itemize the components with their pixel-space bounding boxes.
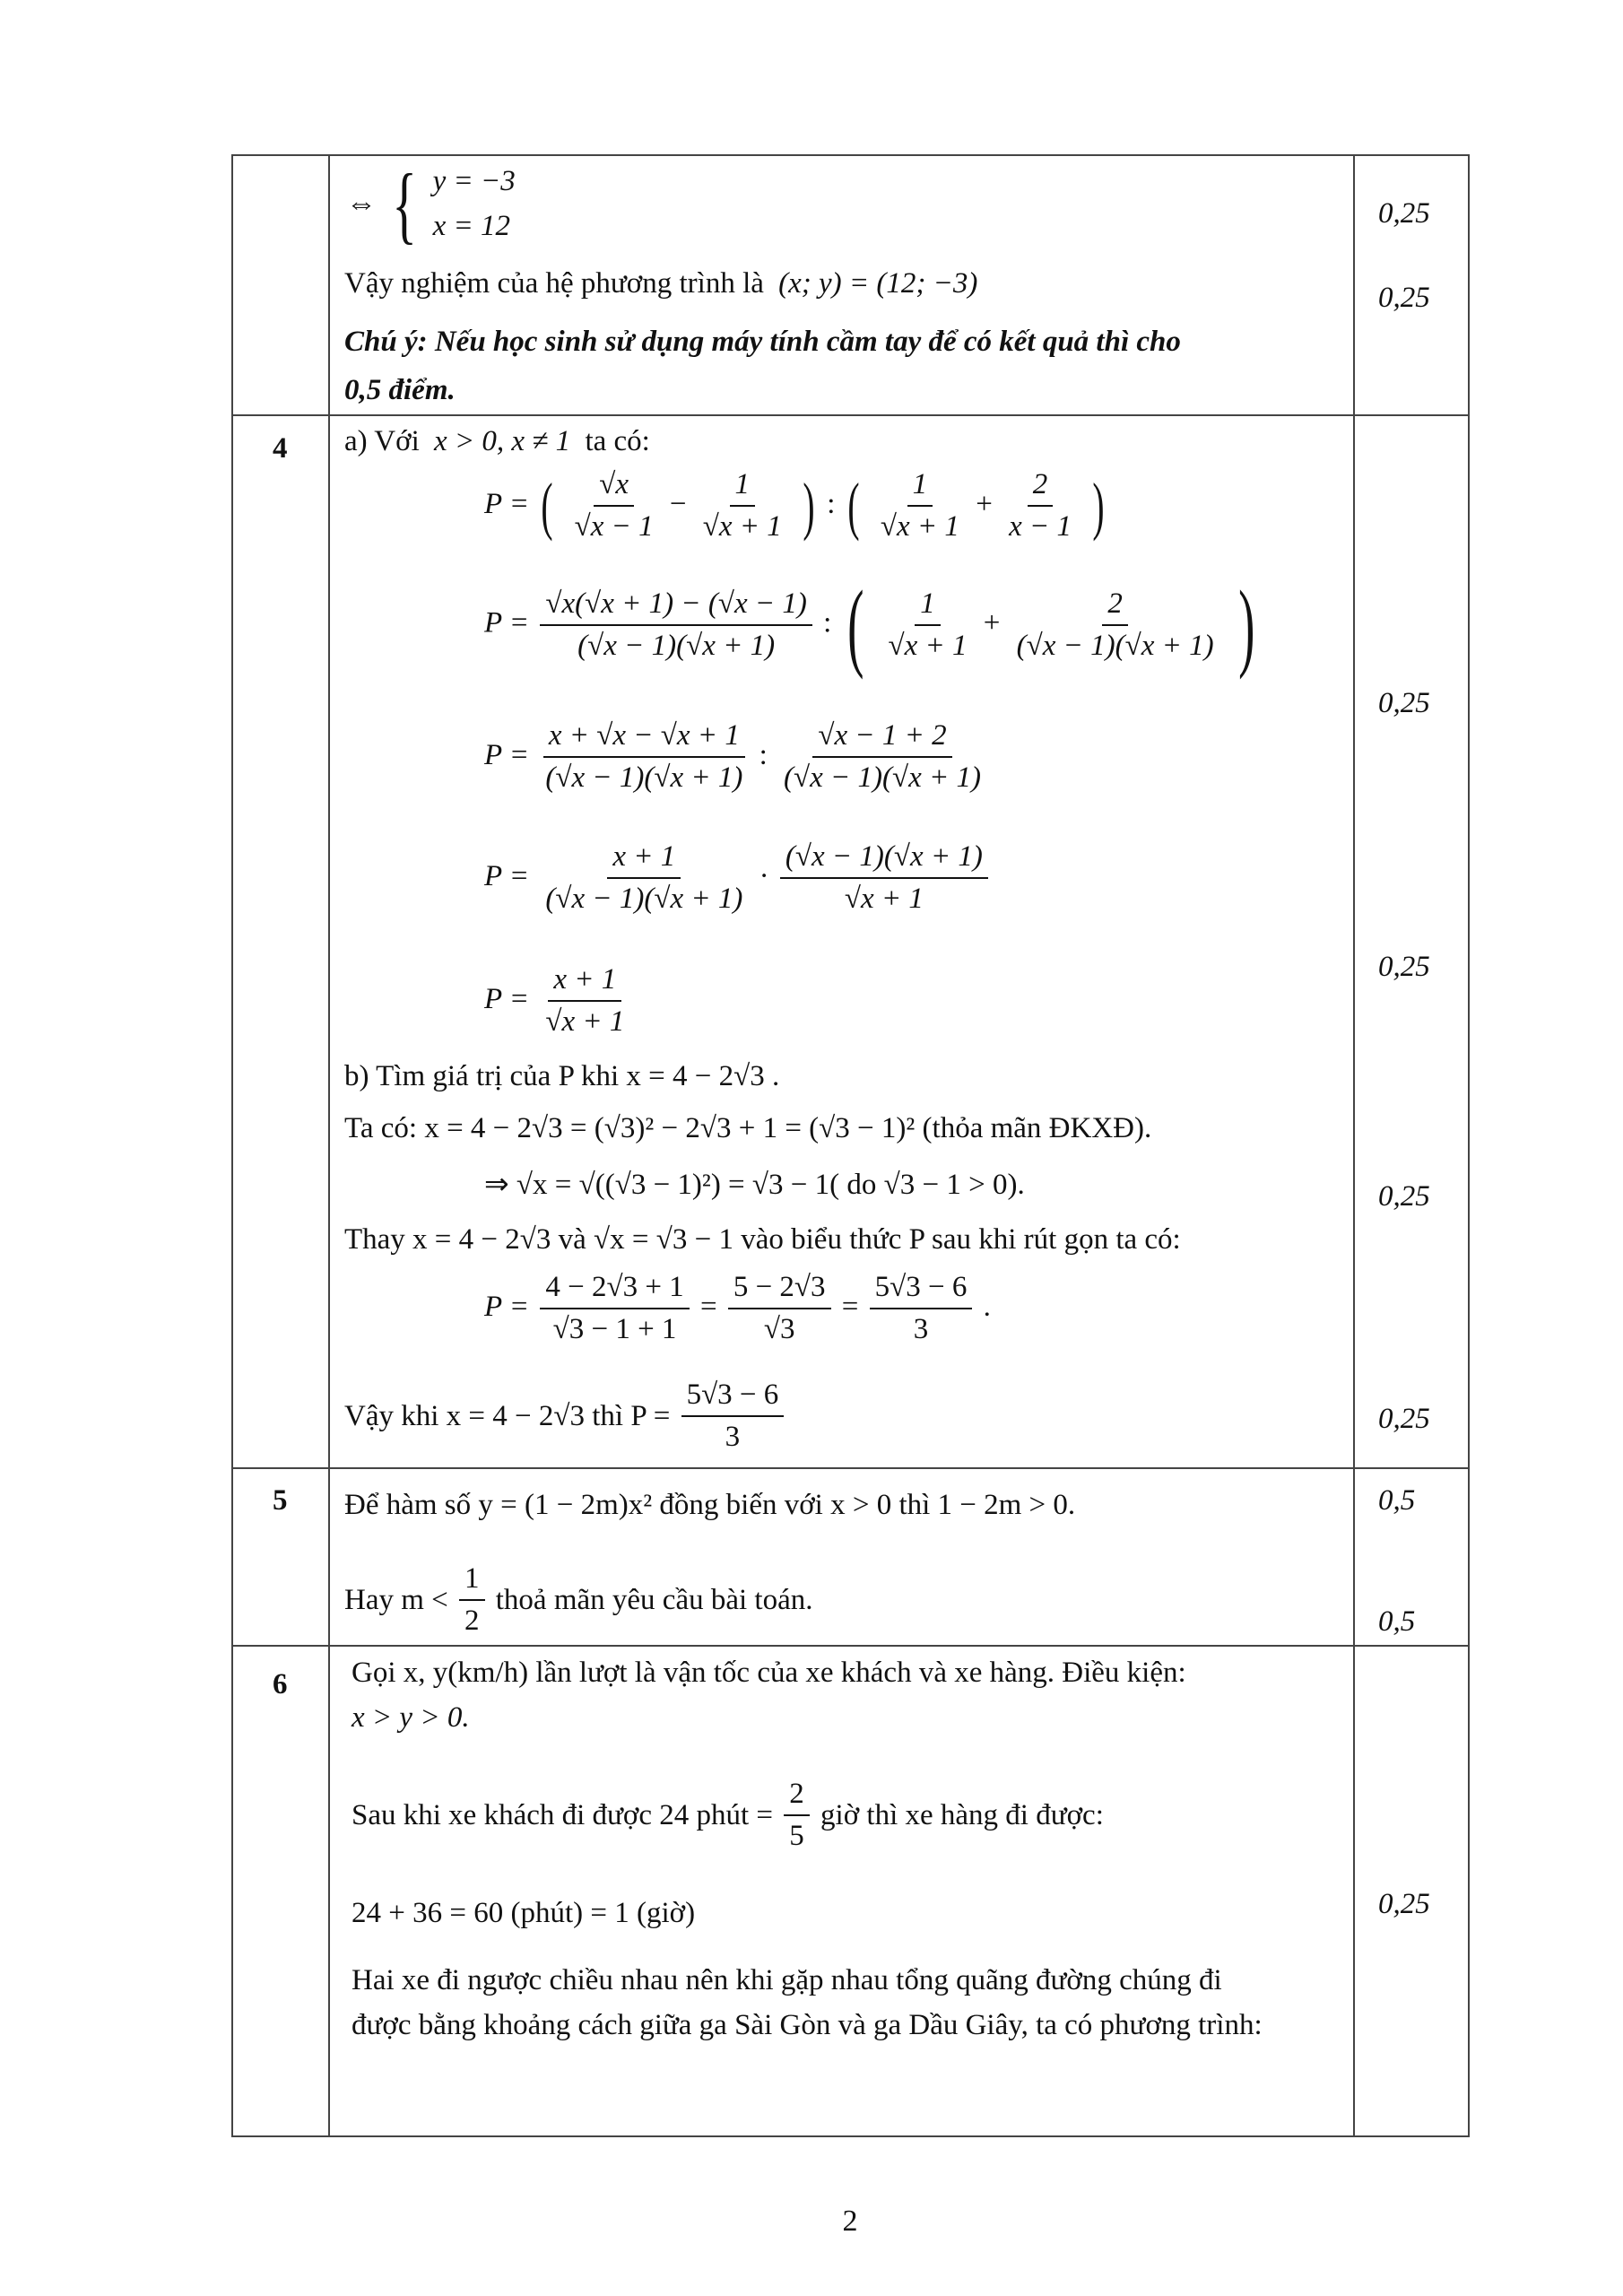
fraction: $\frac{4 - 2√3 + 1}{√3 - 1 + 1}$ xyxy=(540,1269,689,1349)
fraction: $\frac{1}{√x + 1}$ xyxy=(702,468,782,544)
table-border-top xyxy=(231,154,1470,156)
score: 0,5 xyxy=(1378,1484,1416,1517)
score: 0,25 xyxy=(1378,951,1430,983)
equivalence-arrow: ⇔ xyxy=(346,187,377,221)
fraction: $\frac{5√3 - 6}{3}$ xyxy=(870,1269,973,1349)
table-border-left xyxy=(231,155,233,2136)
equation-y: y = −3 xyxy=(432,165,516,197)
fraction: $\frac{5√3 - 6}{3}$ xyxy=(681,1377,785,1457)
part-b-final: Vậy khi x = 4 − 2√3 thì P = $\frac{5√3 - 6}{3}$ xyxy=(344,1377,787,1457)
formula-step-2: P = $\frac{√x(√x + 1) - (√x - 1)}{(√x - 1)(√x + 1)}$ : ( $\frac{1}{√x + 1}$ + $\frac{2}{(√x - 1)(√x + 1)}$ ) xyxy=(484,570,1255,680)
system-of-equations xyxy=(346,155,516,252)
conclusion-line: Vậy nghiệm của hệ phương trình là (x; y) = (12; −3) xyxy=(344,267,978,300)
fraction: $\frac{2}{(√x - 1)(√x + 1)}$ xyxy=(1016,587,1214,662)
score: 0,25 xyxy=(1378,1180,1430,1213)
equation-x: x = 12 xyxy=(432,209,510,242)
score: 0,25 xyxy=(1378,1403,1430,1435)
table-border-right xyxy=(1468,155,1470,2136)
question-number: 6 xyxy=(273,1668,288,1700)
fraction: $\frac{1}{√x + 1}$ xyxy=(880,468,959,544)
fraction: $\frac{x + √x - √x + 1}{(√x - 1)(√x + 1)}$ xyxy=(540,718,748,797)
column-divider-score xyxy=(1353,155,1355,2136)
question-number: 4 xyxy=(273,432,288,465)
q6-line: 24 + 36 = 60 (phút) = 1 (giờ) xyxy=(352,1897,696,1929)
fraction: $\frac{x + 1}{(√x - 1)(√x + 1)}$ xyxy=(545,840,743,916)
fraction: $\frac{x + 1}{√x + 1}$ xyxy=(545,963,625,1039)
note-line: 0,5 điểm. xyxy=(344,374,456,406)
page-number: 2 xyxy=(842,2205,858,2238)
q6-line: Hai xe đi ngược chiều nhau nên khi gặp nhau tổng quãng đường chúng đi xyxy=(352,1964,1222,1996)
fraction: $\frac{2}{x - 1}$ xyxy=(1009,468,1072,544)
row-divider xyxy=(231,1645,1470,1647)
column-divider-question xyxy=(328,155,330,2136)
part-b-line: Thay x = 4 − 2√3 và √x = √3 − 1 vào biểu thức P sau khi rút gọn ta có: xyxy=(344,1223,1181,1256)
row-divider xyxy=(231,414,1470,416)
q6-line: x > y > 0. xyxy=(352,1701,470,1734)
part-b-result: P = $\frac{4 - 2√3 + 1}{√3 - 1 + 1}$ = $\frac{5 - 2√3}{√3}$ = $\frac{5√3 - 6}{3}$ . xyxy=(484,1269,991,1349)
q6-line: Sau khi xe khách đi được 24 phút = $\frac{2}{5}$ giờ thì xe hàng đi được: xyxy=(352,1776,1104,1856)
q6-line: Gọi x, y(km/h) lần lượt là vận tốc của xe khách và xe hàng. Điều kiện: xyxy=(352,1657,1186,1689)
fraction: $\frac{√x - 1 + 2}{(√x - 1)(√x + 1)}$ xyxy=(784,719,982,795)
score: 0,25 xyxy=(1378,282,1430,314)
part-b-line: Ta có: x = 4 − 2√3 = (√3)² − 2√3 + 1 = (√3 − 1)² (thỏa mãn ĐKXĐ). xyxy=(344,1112,1152,1144)
score: 0,25 xyxy=(1378,197,1430,230)
score: 0,25 xyxy=(1378,1888,1430,1920)
formula-step-4: P = $\frac{x + 1}{(√x - 1)(√x + 1)}$ · $\frac{(√x - 1)(√x + 1)}{√x + 1}$ xyxy=(484,839,992,918)
fraction: $\frac{1}{√x + 1}$ xyxy=(888,587,968,662)
q5-line: Hay m < $\frac{1}{2}$ thoả mãn yêu cầu bài toán. xyxy=(344,1561,812,1640)
fraction: $\frac{1}{2}$ xyxy=(459,1561,485,1640)
score: 0,5 xyxy=(1378,1605,1416,1638)
formula-step-3: P = $\frac{x + √x - √x + 1}{(√x - 1)(√x + 1)}$ : $\frac{√x - 1 + 2}{(√x - 1)(√x + 1)}$ xyxy=(484,718,990,797)
score: 0,25 xyxy=(1378,687,1430,719)
system-brace: { xyxy=(392,155,418,252)
question-number: 5 xyxy=(273,1484,288,1517)
q6-line: được bằng khoảng cách giữa ga Sài Gòn và ga Dầu Giây, ta có phương trình: xyxy=(352,2009,1263,2041)
fraction: $\frac{√x}{√x - 1}$ xyxy=(574,468,654,544)
part-a-heading: a) Với x > 0, x ≠ 1 ta có: xyxy=(344,425,650,457)
formula-step-1: P = ( $\frac{√x}{√x - 1}$ − $\frac{1}{√x + 1}$ ) : ( $\frac{1}{√x + 1}$ + $\frac{2}{x - 1}$ ) xyxy=(484,466,1109,546)
fraction: $\frac{(√x - 1)(√x + 1)}{√x + 1}$ xyxy=(780,839,988,918)
part-b-heading: b) Tìm giá trị của P khi x = 4 − 2√3 . xyxy=(344,1060,780,1092)
formula-step-5: P = $\frac{x + 1}{√x + 1}$ xyxy=(484,961,633,1041)
table-border-bottom xyxy=(231,2135,1470,2137)
part-b-line: ⇒ √x = √((√3 − 1)²) = √3 − 1( do √3 − 1 > 0). xyxy=(484,1169,1025,1201)
q5-line: Để hàm số y = (1 − 2m)x² đồng biến với x > 0 thì 1 − 2m > 0. xyxy=(344,1489,1076,1521)
fraction: $\frac{2}{5}$ xyxy=(784,1776,810,1856)
fraction: $\frac{√x(√x + 1) - (√x - 1)}{(√x - 1)(√x + 1)}$ xyxy=(540,586,812,665)
fraction: $\frac{5 - 2√3}{√3}$ xyxy=(728,1269,831,1349)
row-divider xyxy=(231,1467,1470,1469)
note-line: Chú ý: Nếu học sinh sử dụng máy tính cầm tay để có kết quả thì cho xyxy=(344,326,1181,358)
